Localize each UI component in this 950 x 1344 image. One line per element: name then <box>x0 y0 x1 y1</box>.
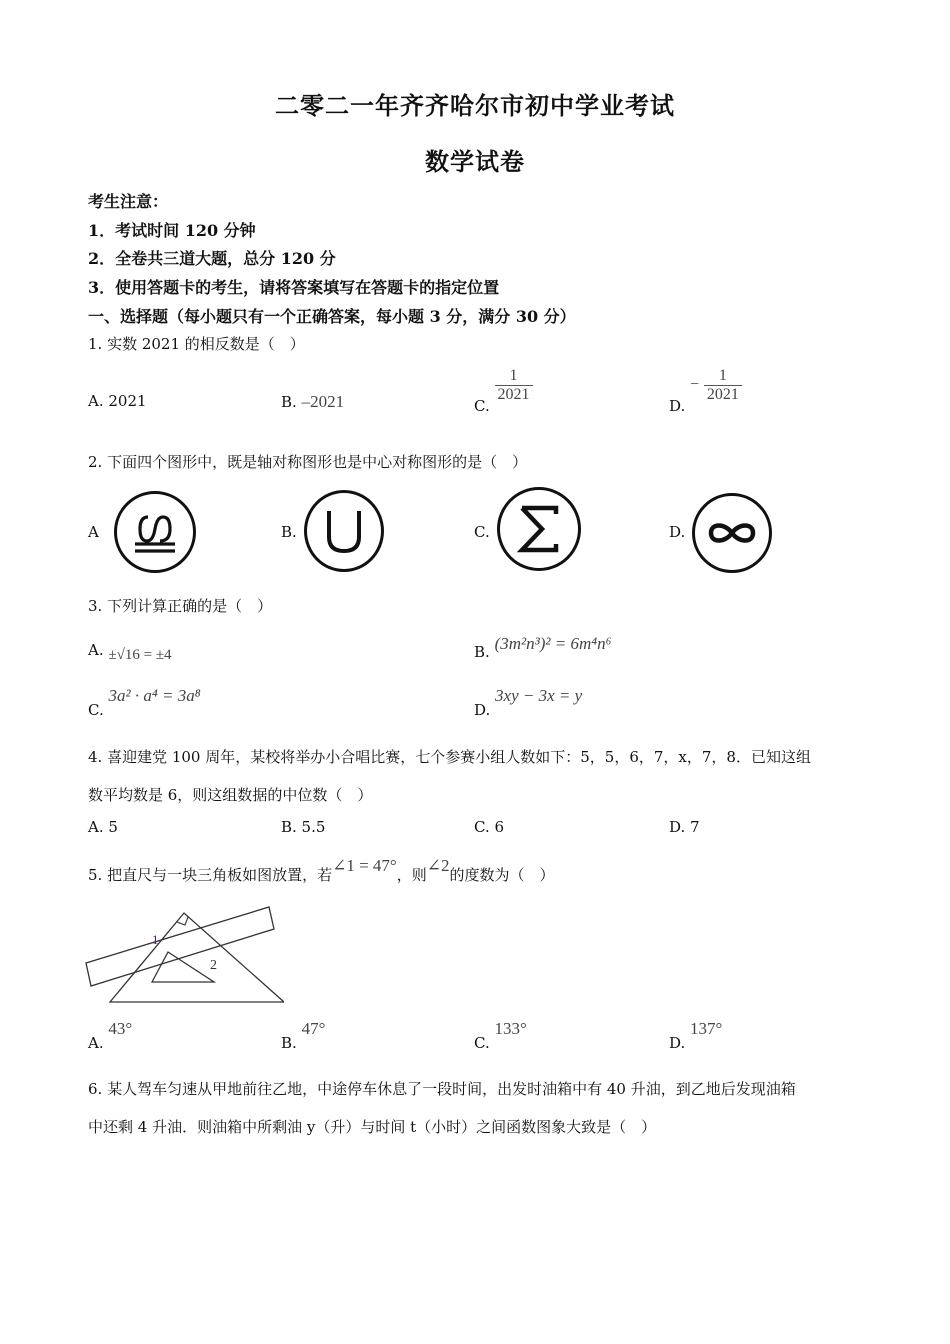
q2-option-c-symbol <box>497 487 581 571</box>
q3-option-c-label: C. <box>88 701 104 719</box>
triangle-outer <box>110 913 284 1002</box>
q1-option-c-label: C. <box>474 397 490 416</box>
q4-option-c: C. 6 <box>474 818 505 836</box>
q2-option-c-label: C. <box>474 523 490 541</box>
q6-stem-line-2: 中还剩 4 升油．则油箱中所剩油 y（升）与时间 t（小时）之间函数图象大致是（ ） <box>88 1118 657 1136</box>
q2-option-b-label: B. <box>281 523 297 541</box>
triangle-inner <box>152 952 214 982</box>
q1-option-a-label: A. <box>88 392 104 410</box>
q2-stem: 2. 下面四个图形中，既是轴对称图形也是中心对称图形的是（ ） <box>88 453 528 471</box>
q2-option-d-label: D. <box>669 523 686 541</box>
q5-stem <box>88 856 555 885</box>
q5-option-b <box>281 1019 325 1052</box>
q1-option-d-fraction <box>704 367 742 403</box>
q3-option-b-label: B. <box>474 643 490 661</box>
infinity-symbol-icon <box>695 496 769 570</box>
exam-subtitle: 数学试卷 <box>425 147 525 176</box>
exam-title: 二零二一年齐齐哈尔市初中学业考试 <box>275 91 675 120</box>
q1-option-c-fraction <box>495 367 533 403</box>
q1-option-b-text: –2021 <box>301 392 345 411</box>
q5-angle-1: ∠1 = 47° <box>332 856 397 875</box>
q1-option-d <box>669 367 742 415</box>
q3-option-a-text: ±√16 = ±4 <box>108 647 172 663</box>
q6-stem-line-1: 6. 某人驾车匀速从甲地前往乙地，中途停车休息了一段时间，出发时油箱中有 40 升油，到乙地后发现油箱 <box>88 1080 796 1098</box>
q3-option-d-label: D. <box>474 701 491 719</box>
q5-option-a <box>88 1019 132 1052</box>
q4-option-a: A. 5 <box>88 818 118 836</box>
q4-stem-line-2: 数平均数是 6，则这组数据的中位数（ ） <box>88 786 373 804</box>
q4-option-b: B. 5.5 <box>281 818 326 836</box>
q1-option-d-sign: − <box>690 376 700 394</box>
q1-option-a <box>88 392 147 410</box>
sigma-symbol-icon <box>500 490 578 568</box>
q5-stem-pre: 5. 把直尺与一块三角板如图放置，若 <box>88 866 333 884</box>
q5-option-d-label: D. <box>669 1034 686 1052</box>
congruent-symbol-icon <box>117 494 193 570</box>
q4-stem-line-1: 4. 喜迎建党 100 周年，某校将举办小合唱比赛，七个参赛小组人数如下：5，5，6，7，x，7，8．已知这组 <box>88 748 811 766</box>
q2-option-d-symbol <box>692 493 772 573</box>
q5-stem-mid: ，则 <box>396 866 427 884</box>
q3-option-c-text: 3a² · a⁴ = 3a⁸ <box>108 686 201 705</box>
q5-angle-2: ∠2 <box>426 856 450 875</box>
q3-option-c <box>88 686 201 719</box>
q2-option-b-symbol <box>304 490 384 572</box>
q5-option-c-text: 133° <box>494 1019 527 1038</box>
q5-option-d <box>669 1019 722 1052</box>
q1-stem: 1. 实数 2021 的相反数是（ ） <box>88 335 305 353</box>
q5-stem-post: 的度数为（ ） <box>449 866 555 884</box>
q4-option-d: D. 7 <box>669 818 700 836</box>
figure-label-1: 1 <box>152 932 159 947</box>
q5-option-c-label: C. <box>474 1034 490 1052</box>
section1-heading: 一、选择题（每小题只有一个正确答案，每小题 3 分，满分 30 分） <box>88 307 576 326</box>
q1-option-c-denominator: 2021 <box>497 385 530 403</box>
q5-option-a-label: A. <box>88 1034 104 1052</box>
q3-option-d <box>474 686 582 719</box>
q3-option-b <box>474 634 612 661</box>
q5-option-b-text: 47° <box>301 1019 326 1038</box>
q1-option-b-label: B. <box>281 393 297 411</box>
q3-option-a <box>88 641 172 664</box>
q5-option-d-text: 137° <box>690 1019 723 1038</box>
right-angle-marker <box>177 917 188 925</box>
notice-item-1: 1．考试时间 120 分钟 <box>88 221 256 240</box>
q1-option-d-label: D. <box>669 397 686 416</box>
union-symbol-icon <box>307 493 381 569</box>
q5-option-b-label: B. <box>281 1034 297 1052</box>
q1-option-c <box>474 367 533 415</box>
q3-option-b-text: (3m²n³)² = 6m⁴n⁶ <box>494 634 612 653</box>
q2-option-a-label: A <box>88 523 99 541</box>
notice-item-3: 3．使用答题卡的考生，请将答案填写在答题卡的指定位置 <box>88 278 500 297</box>
q1-option-b <box>281 392 344 412</box>
q1-option-c-numerator: 1 <box>495 367 533 386</box>
q2-option-a-symbol <box>114 491 196 573</box>
q1-option-a-text: 2021 <box>108 392 147 410</box>
q5-figure <box>84 905 284 1005</box>
notice-heading: 考生注意： <box>88 192 169 211</box>
ruler-shape <box>86 907 274 986</box>
q3-option-d-text: 3xy − 3x = y <box>495 686 583 705</box>
q5-option-c <box>474 1019 527 1052</box>
figure-label-2: 2 <box>210 958 217 973</box>
q5-option-a-text: 43° <box>108 1019 133 1038</box>
q1-option-d-numerator: 1 <box>704 367 742 386</box>
q3-stem: 3. 下列计算正确的是（ ） <box>88 597 273 615</box>
q3-option-a-label: A. <box>88 641 104 659</box>
notice-item-2: 2．全卷共三道大题，总分 120 分 <box>88 249 336 268</box>
q1-option-d-denominator: 2021 <box>706 385 739 403</box>
